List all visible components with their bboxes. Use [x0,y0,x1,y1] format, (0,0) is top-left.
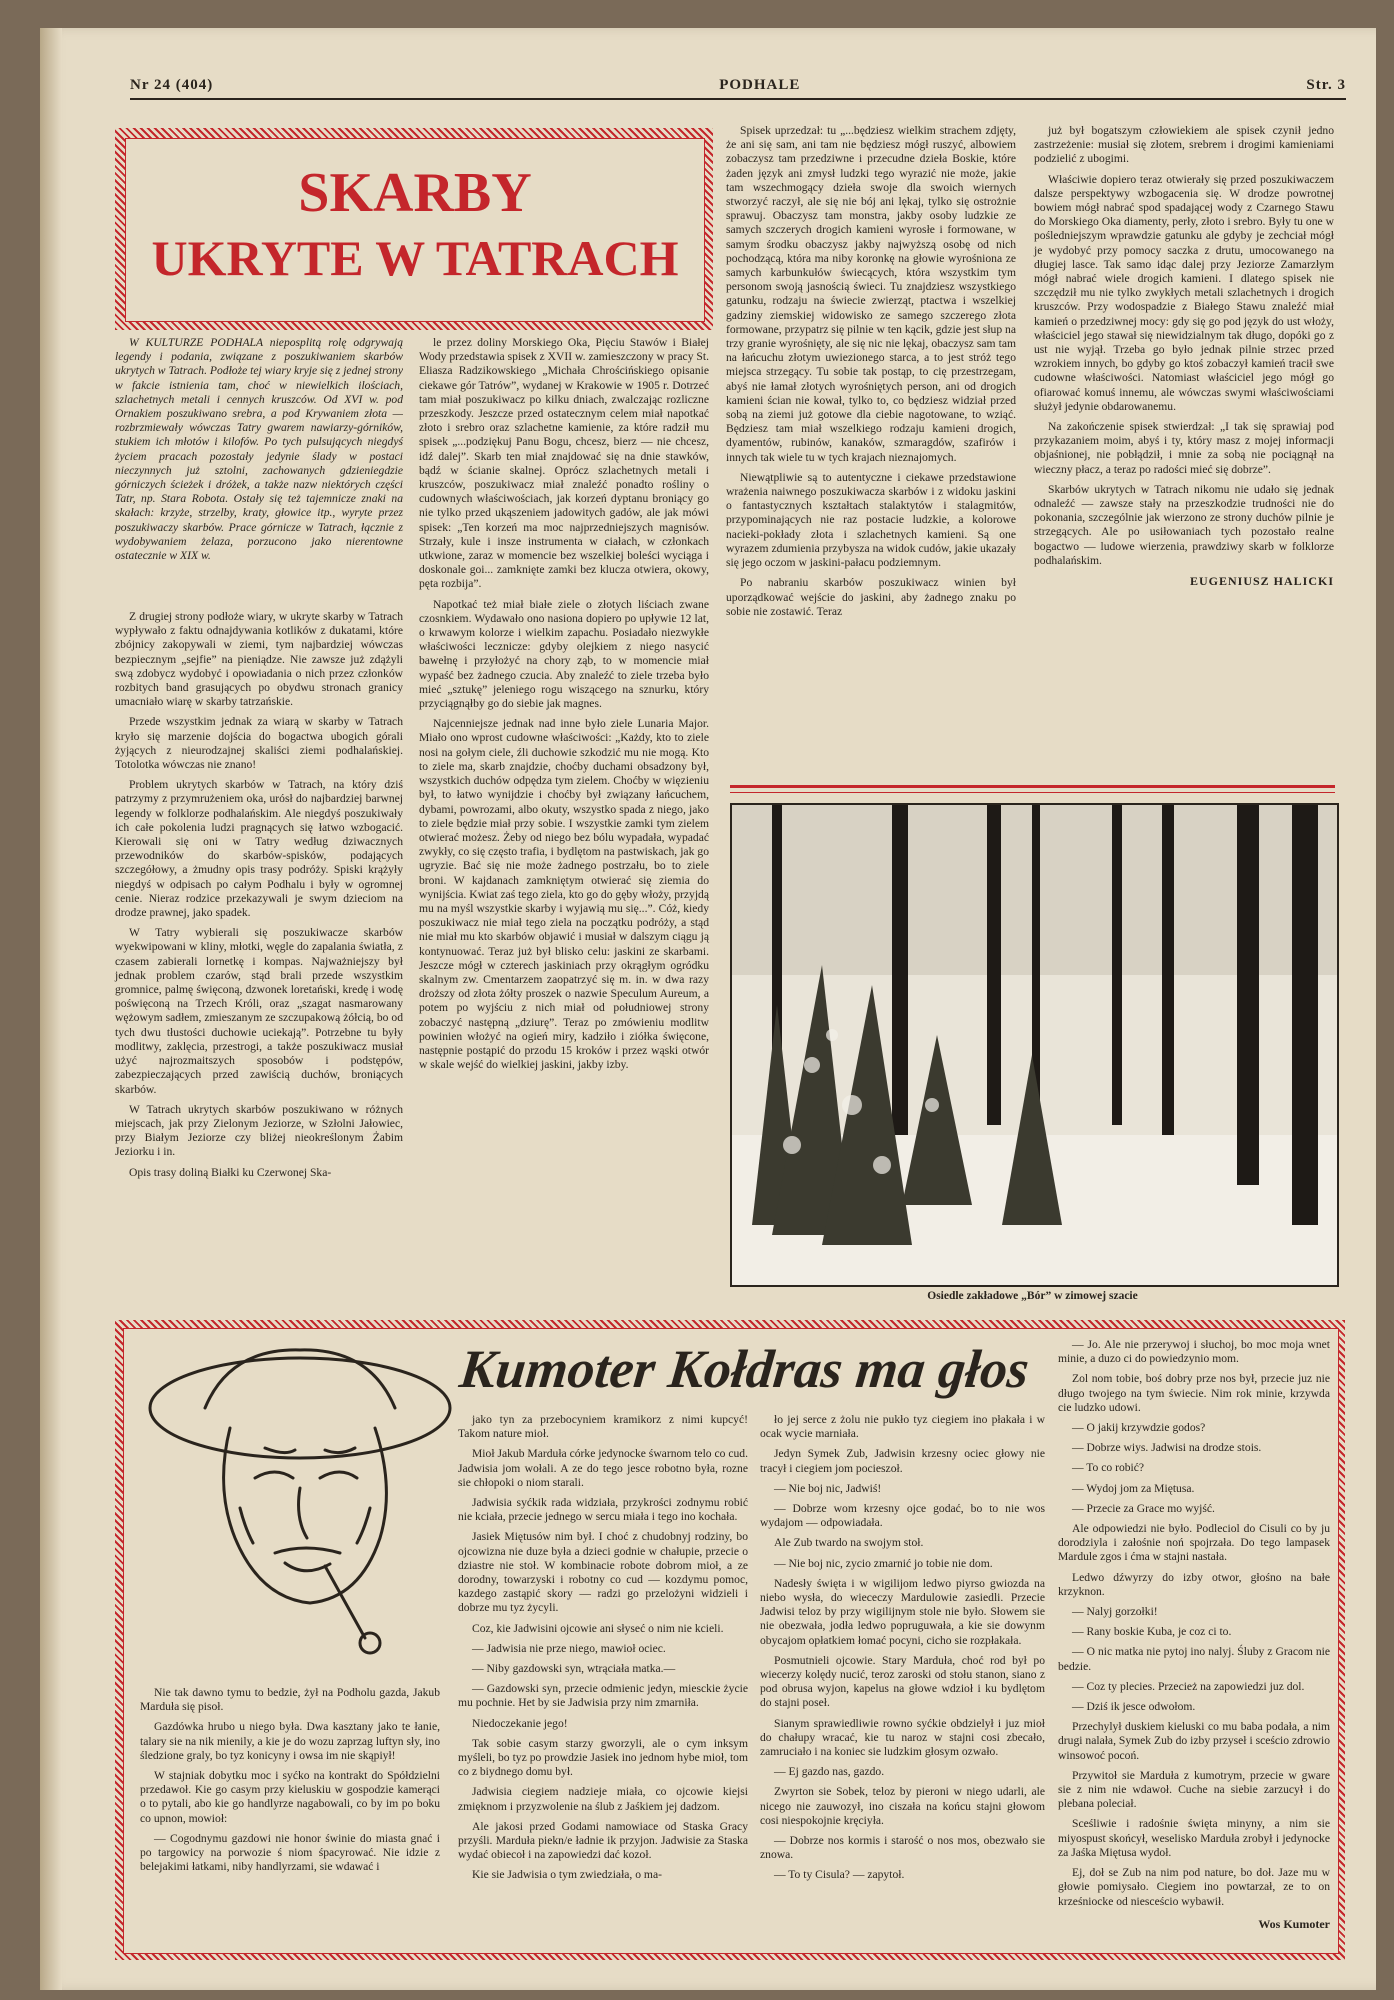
paragraph: już był bogatszym człowiekiem ale spisek czynił jedno zastrzeżenie: musiał się złotem, srebrem i drogimi kamieniami podzielić z ubogimi. [1034,124,1334,166]
paragraph: Posmutnieli ojcowie. Stary Marduła, choć rod był po wiecerzy kolędy nucić, teroz zaroski od stołu stanon, siano z pod obrusa wyjon, kapelus na głowe wdzioł i ku bydlętom do stajni poseł. [760,1653,1045,1710]
paragraph: — Jo. Ale nie przerywoj i słuchoj, bo moc moja wnet minie, a duzo ci do powiedzynio mom. [1058,1338,1330,1366]
paragraph: — Nie boj nic, Jadwiś! [774,1481,882,1495]
paragraph: — Cogodnymu gazdowi nie honor świnie do miasta gnać i po targowicy na porwozie ś niom śpacyrować. Nie idzie z belejakimi łatkami, niby handlyrzami, sie wdawać i [140,1831,440,1874]
article1-column-4 [1034,124,1334,588]
paragraph: Nie tak dawno tymu to bedzie, żył na Podholu gazda, Jakub Marduła się pisoł. [140,1686,440,1714]
paragraph: Niewątpliwie są to autentyczne i ciekawe przedstawione wrażenia naiwnego poszukiwacza skarbów i z widoku jaskini o fantastycznych kształtach stalaktytów i stalagmitów, przypominających nie raz postacie ludzkie, a kolorowe nacieki-pokłady złota i szlachetnych kamieni. Są one wyrazem zdumienia przybysza na widok cudów, jakie ukazały się jego oczom w jaskini-pałacu podziemnym. [726,470,1016,570]
paragraph: Spisek uprzedzał: tu „...będziesz wielkim strachem zdjęty, że ani się sam, ani tam nie będziesz mógł ruszyć, albowiem zobaczysz tam przedziwne i przecudne dzieła Boskie, które żaden język ani zmysł ludzki tego wyrazić nie może, jakie tam wszechmogący dzieła swoje dla swoich wiernych stworzyć raczył, ale się nie bój ani lękaj, tylko się ostrożnie sprawuj. Obaczysz tam monstra, jakby osoby ludzkie ze samych szczerych drogich kamieni wyrosłe i formowane, w samym środku obaczysz jakby najwyższą osobę od nich pochodzącą, która ma niby koronkę na głowie wyrośniona ze samych karbunkułów świecących, która wszystkim tym personom swoją jasnością świeci. Tu znajdziesz wszystkiego gatunku, rodzaju na świecie zwierząt, ptactwa i wszelkiej gadziny ziemskiej widowisko ze samego szczerego złota formowane, przypatrz się pilnie w ten kącik, gdzie jest słup na trzy granie wyrośnięty, ale się nic nie lękaj, obaczysz sam tam na łańcuchu złotym uwiezionego starca, a to jest stróż tego miejsca strzegący. Tu sobie tak postąp, to cię przestrzegam, abyś nie łamał złotych wyrośniętych person, ani od drogich kamieni ścian nie kował, tylko to, co będziesz widział przed sobą na ziemi już gotowe dla ciebie nagotowane, to wziąć. Będziesz tam miał wszelkiego rodzaju kamieni drogich, dyamentów, rubinów, kanaków, szmaragdów, szafirów i innych tak wiele tu w tych krajach nieznajomych. [726,124,1016,464]
photo-top-rule-2 [730,792,1335,793]
paragraph: Jadwisia ciegiem nadzieje miała, co ojcowie kiejsi zmięknom i przyzwolenie na ślub z Jaśkiem jej dadzom. [458,1785,748,1813]
paragraph: Ale odpowiedzi nie było. Podleciol do Cisuli co by ju dorodziyla i załośnie noń spojrzała. Do tego lampasek Mardule zgos i ćma w stajni nastała. [1058,1522,1330,1564]
paragraph: Tak sobie casym starzy gworzyli, ale o cym inksym myśleli, bo tyz po prowdzie Jasiek ino jednom hybe mioł, tom co z biydnego domu był. [458,1736,748,1779]
paragraph: — Dziś ik jesce odwołom. [1072,1700,1196,1714]
paragraph: Z drugiej strony podłoże wiary, w ukryte skarby w Tatrach wypływało z faktu odnajdywania kotlików z dukatami, które zbójnicy zakopywali w ziemi, tym najbardziej wówczas bezpiecznym „sejfie” na pieniądze. Nie zawsze już zdążyli swą zdobycz wydobyć i opowiadania o nich przez członków rozbitych band grasujących po obydwu stronach granicy umacniało wiarę w skarby tatrzańskie. [115,610,403,709]
paragraph: — Dobrze wom krzesny ojce godać, bo to nie wos wydajom — odpowiadała. [760,1502,1045,1530]
article1-lead [115,336,403,569]
paragraph: Przede wszystkim jednak za wiarą w skarby w Tatrach kryło się marzenie dojścia do bogactwa ubogich górali żyjących z nieurodzajnej skaliści ziemi podhalańskiej. Totolotka wówczas nie znano! [115,715,403,772]
paragraph: Zwyrton sie Sobek, teloz by pieroni w niego udarli, ale nicego nie zauwozył, ino ciszała na końcu stajni głowom cosi niespokojnie kręciyła. [760,1785,1045,1827]
paragraph: Po nabraniu skarbów poszukiwacz winien był uporządkować wejście do jaskini, aby żadnego znaku po sobie nie zostawić. Teraz [726,576,1016,618]
paragraph: — O nic matka nie pytoj ino nalyj. Śluby z Gracom nie bedzie. [1058,1645,1330,1673]
paragraph: — Przecie za Grace mo wyjść. [1072,1501,1215,1515]
paragraph: — Wydoj jom za Miętusa. [1072,1481,1195,1495]
paragraph: — To ty Cisula? — zapytoł. [774,1868,905,1882]
paragraph: Ale Zub twardo na swojym stoł. [774,1536,924,1550]
paragraph: Jedyn Symek Zub, Jadwisin krzesny ociec głowy nie tracył i ciegiem jom pocieszoł. [760,1447,1045,1475]
newspaper-name: PODHALE [719,76,801,93]
paragraph: Jadwisia syćkik rada widziała, przykrości zodnymu robić nie kciała, przecie jednego w sercu miała i tego ino kochała. [458,1496,748,1524]
photo-top-rule [730,785,1335,788]
paragraph: Zol nom tobie, boś dobry prze nos był, przecie juz nie długo twojego na tym świecie. Nim rok minie, krzywda cie ludzko udowi. [1058,1372,1330,1414]
paragraph: — Dobrze wiys. Jadwisi na drodze stois. [1072,1441,1262,1455]
paragraph: Nadesły święta i w wigilijom ledwo piyrso gwiozda na niebo wysła, do wiececzy Mardulowie zasiedli. Przecie Jadwisi teloz by przy wigilijnym stole nie było. Słowem sie nie obezwała, jodła ledwo popruguwała, a kie sie dowynm obycajom opłatkiem łomać pocyni, cicho sie rozpłakała. [760,1576,1045,1647]
paragraph: Sianym sprawiedliwie rowno syćkie obdzielył i juz mioł do chałupy wracać, kie tu naroz w stajni cosi zbecało, zamruciało i na koniec sie ludzkim głosym ozwało. [760,1716,1045,1759]
paragraph: — Ej gazdo nas, gazdo. [774,1765,885,1779]
winter-forest-photo [730,803,1339,1287]
paragraph: — Gazdowski syn, przecie odmienic jedyn, miesckie życie mu pochnie. Het by sie Jadwisia przy nim zmarniła. [458,1682,748,1710]
paragraph: Ale jakosi przed Godami namowiace od Staska Gracy przyśli. Marduła piekn/e ładnie ik przyjon. Jadwisie za Staska wydać obiecoł i na zapowiedzi dać kozoł. [458,1819,748,1862]
paragraph: le przez doliny Morskiego Oka, Pięciu Stawów i Białej Wody przedstawia spisek z XVII w. zamieszczony w pracy St. Eliasza Radzikowskiego „Michała Chrościńskiego opisanie ciekawe gór Tatrów”, wydanej w Krakowie w 1905 r. Dotrzeć tam miał poszukiwacz po kilku dniach, zwalczając rozliczne przeszkody. Jeszcze przed ostatecznym celem miał napotkać złoto i srebro oraz szlachetne kamienie, za które radził mu spisek „...podziękuj Panu Bogu, chcesz, bierz — nie chcesz, idź dalej”. Skarb ten miał znajdować się na dnie stawków, bądź w ścianie skalnej. Oprócz szlachetnych metali i kruszców, poszukiwacz miał znaleźć ponadto rośliny o cudownych właściwościach, jak korzeń dyptanu broniący go nie tylko przed ukąszeniem jadowitych gadów, ale jak mówi spisek: „Ten korzeń ma moc najprzedniejszych magnisów. Strzały, kule i insze instrumenta w ciałach, w członkach utkwione, zaraz w momencie bez wszelkiej boleści wyciąga i doskonale goi... zamknięte zamki bez klucza otwiera, okowy, pęta rozbija”. [419,336,709,591]
kumoter-title: Kumoter Kołdras ma głos [456,1339,1032,1399]
paragraph: — Niby gazdowski syn, wtrąciała matka.— [472,1662,676,1676]
paragraph: W Tatrach ukrytych skarbów poszukiwano w różnych miejscach, jak przy Zielonym Jeziorze, w Szłolni Jałowiec, przy Białym Jeziorze czy bliżej nieokreślonym Żabim Jeziorku i in. [115,1102,403,1159]
article1-column-1 [115,610,403,1186]
article1-author: EUGENIUSZ HALICKI [1189,574,1334,589]
paragraph: Opis trasy doliną Białki ku Czerwonej Ska- [129,1165,332,1179]
paragraph: W stajniak dobytku moc i syćko na kontrakt do Spółdzielni przedawoł. Kie go casym przy kieluskiu w gospodzie kamerąci o to pytali, abo kie go handlyrze nagabowali, co by im po boku co upnon, mowioł: [140,1769,440,1825]
paragraph: — Jadwisia nie prze niego, mawioł ociec. [472,1641,666,1655]
paragraph: Na zakończenie spisek stwierdzał: „I tak się sprawiaj pod przykazaniem moim, abyś i ty, który masz z mojej informacji objaśnionej, nie pobłądził, i mnie za sobą nie pociągnął na wieczny płacz, a teraz po radości mieć się dobrze”. [1034,420,1334,476]
paragraph: Ej, doł se Zub na nim pod nature, bo doł. Jaze mu w głowie pomiysało. Ciegiem ino powtarzał, ze to on krześniocke od niesceścio wybawił. [1058,1866,1330,1908]
page-header [130,72,1346,100]
paragraph: — To co robić? [1072,1461,1145,1475]
paragraph: ło jej serce z żolu nie pukło tyz ciegiem ino płakała i w ocak wycie marniała. [760,1413,1045,1441]
paragraph: — O jakij krzywdzie godos? [1072,1421,1206,1435]
paragraph: — Nalyj gorzołki! [1072,1605,1158,1619]
article1-title-line2: UKRYTE W TATRACH [151,230,679,286]
kumoter-column-4 [1058,1338,1330,1931]
kumoter-column-1 [140,1686,440,1880]
page-spine [40,28,62,1990]
page-number: Str. 3 [1306,76,1346,93]
paragraph: Skarbów ukrytych w Tatrach nikomu nie udało się jednak odnaleźć — zawsze stały na przeszkodzie trudności nie do pokonania, szczególnie jak wierzono ze strony duchów pilnie je strzegących. Ale po usiłowaniach tych pozostało realne bogactwo — ludowe wierzenia, prawdziwy skarb w folklorze podhalańskim. [1034,482,1334,567]
kumoter-signature: Wos Kumoter [1258,1916,1330,1931]
photo-caption: Osiedle zakładowe „Bór” w zimowej szacie [927,1290,1138,1302]
lead-paragraph: W KULTURZE PODHALA nieposplitą rolę odgrywają legendy i podania, związane z poszukiwaniem skarbów ukrytych w Tatrach. Podłoże tej wiary kryje się z jednej strony w fakcie istnienia tam, choć w niewielkich ilościach, szlachetnych metali i cennych kruszców. Od XVI w. pod Ornakiem poszukiwano srebra, a pod Krywaniem złota — rozbrzmiewały wówczas Tatry gwarem nawiarzy-górników, stukiem ich młotów i kilofów. Po tych pulsujących niegdyś życiem pracach pozostały jedynie ślady w postaci nieczynnych już sztolni, zachowanych gdzieniegdzie górniczych ścieżek i dróżek, a także nazw niektórych części Tatr, np. Stara Robota. Ostały się też tajemnicze znaki na skałach: krzyże, strzelby, kraty, głowice itp., wyryte przez poszukiwaczy skarbów. Prace górnicze w Tatrach, łącznie z wydobywaniem żelaza, porzucono jako nierentowne ostatecznie w XIX w. [115,336,403,563]
article1-column-3 [726,124,1016,625]
paragraph: Najcenniejsze jednak nad inne było ziele Lunaria Major. Miało ono wprost cudowne właściwości: „Każdy, kto to ziele nosi na gołym ciele, źli duchowie szkodzić mu nie mogą. Kto to ziele ma, skarb znajdzie, choćby duchami obsadzony był, wszystkich duchów odpędza tym zielem. Choćby w więzieniu był, to łatwo wynijdzie i choćby był związany łańcuchem, dybami, powrozami, albo okuty, wszystko spada z niego, jako to ziele będzie miał przy sobie. I wszystkie zamki tym zielem otwierać możesz. Żeby od niego bez bólu wypadała, wypadać zwykły, co się często trafia, i bydlętom na pastwiskach, jak go ugryzie. Bać się nie może żadnego postrzału, bo to ziele broni. W kajdanach zamkniętym otwierać się ziemia do wynijścia. Kwiat zaś tego ziela, kto go do gęby włoży, przyjdą mu na myśl wszystkie skarby i wyjawią mu się...”. Cóż, kiedy poszukiwacz nie miał tego ziela na początku podróży, a stąd nie miał mu kto skarbów objawić i musiał w dalszym ciągu ją kontynuować. Teraz już był blisko celu: jaskini ze skarbami. Jeszcze mógł w czterech jaskiniach przy okrągłym ogródku skalnym zw. Cmentarzem zaopatrzyć się m. in. w dwa razy droższy od złota żółty proszek o nazwie Speculum Aureum, a potem po wyjściu z nich miał od południowej strony zobaczyć następną „dziurę”. Teraz po zmówieniu modlitw powinien włożyć na ogień miry, kadziło i ziółka święcone, następnie postąpić do przodu 15 kroków i przez wąski otwór w skale wejść do wielkiej jaskini, jakby izby. [419,717,709,1072]
article1-title-box [125,138,705,322]
paragraph: Mioł Jakub Marduła córke jedynocke śwarnom telo co cud. Jadwisia jom wołali. A ze do tego jesce robotno była, rozne sie chłopoki o niom starali. [458,1447,748,1489]
paragraph: Sceśliwie i radośnie święta minyny, a nim sie miyospust skońcył, weselisko Marduła zrobył i jedynocke za Jaśka Miętusa wydoł. [1058,1817,1330,1859]
article1-title-line1: SKARBY [298,162,532,224]
paragraph: Właściwie dopiero teraz otwierały się przed poszukiwaczem dalsze perspektywy wzbogacenia się. W drodze powrotnej bowiem mógł nabrać spod spadającej wody z Czarnego Stawu do Morskiego Oka diamenty, perły, złoto i srebro. Były tu one w pośledniejszym wprawdzie gatunku ale gdyby je zechciał mógł je wydobyć przy pomocy saczka z drutu, umocowanego na długiej lasce. Tak samo idąc dalej przy Jeziorze Zamarzłym mógł nabrać wiele drogich kamieni. I dlatego spisek nie szczędził mu nie tylko zwykłych metali szlachetnych i drogich kruszców. Przy wodospadzie z Białego Stawu znaleźć miał kamień o przedziwnej mocy: gdy się go pod język do ust włoży, właściciel jego stawał się niewidzialnym tak długo, dopóki go z ust nie wyjął. Trzeba go było jednak pilnie strzec przed wzrokiem innych, bo gdyby go ktoś zobaczył kamień tracił swe cudowne właściwości. Natomiast właściciel jego mógł go ofiarować komuś innemu, ale wówczas swymi właściwościami służył jedynie obdarowanemu. [1034,172,1334,413]
paragraph: — Nie boj nic, zycio zmarnić jo tobie nie dom. [774,1556,993,1570]
portrait-illustration [135,1338,465,1668]
paragraph: Ledwo dźwyrzy do izby otwor, głośno na bałe krzyknon. [1058,1570,1330,1598]
paragraph: Kie sie Jadwisia o tym zwiedziała, o ma- [472,1868,662,1882]
article1-column-2 [419,336,709,1078]
paragraph: — Dobrze nos kormis i starość o nos mos, obezwało sie znowa. [760,1834,1045,1862]
paragraph: Przywitoł sie Marduła z kumotrym, przecie w gware sie z nim nie wdawoł. Cuche na siebie zarzucył i do plebana poleciał. [1058,1768,1330,1811]
kumoter-column-3 [760,1413,1045,1889]
paragraph: Problem ukrytych skarbów w Tatrach, na który dziś patrzymy z przymrużeniem oka, urósł do najbardziej barwnej legendy w folklorze podhalańskim. Ale niegdyś poszukiwały ich całe pokolenia ludzi pragnących się łatwo wzbogacić. Kierowali się oni w Tatry według dziwacznych przewodników do skarbów-spisków, podających szczegółowy, a żmudny opis trasy podróży. Spiski krążyły niegdyś w odpisach po całym Podhalu i były w ogromnej cenie. Nieraz rodzice przekazywali je swym dzieciom na drodze prawnej, jako spadek. [115,778,403,920]
paragraph: Gazdówka hrubo u niego była. Dwa kasztany jako te łanie, talary sie na nik mienily, a kie je do wozu zaprzag luftyn sły, ino śledzione graly, bo tyz konicyny i owsa im nie skąpiył! [140,1720,440,1762]
paragraph: jako tyn za przebocyniem kramikorz z nimi kupcyć! Takom nature mioł. [458,1413,748,1441]
paragraph: — Rany boskie Kuba, je coz ci to. [1072,1625,1232,1639]
paragraph: — Coz ty plecies. Przecież na zapowiedzi juz dol. [1072,1679,1305,1693]
photo-illustration [732,805,1337,1285]
paragraph: Napotkać też miał białe ziele o złotych liściach zwane czosnkiem. Wydawało ono nasiona dopiero po upływie 12 lat, o krwawym kolorze i wielkim zapachu. Posiadało niezwykłe właściwości lecznicze: gdyby olejkiem z niego nasycić bawełnę i przyłożyć na chory ząb, to w momencie miał wypaść bez żadnego czucia. Aby znaleźć to ziele trzeba było mieć „sztukę” jeleniego rogu wiszącego na sznurku, który przyciągnąłby go do siebie jak magnes. [419,597,709,711]
newspaper-page [40,28,1376,1990]
paragraph: Przechylył duskiem kieluski co mu baba podała, a nim drugi nalała, Symek Zub do izby przyseł i sceścio zdrowio winsowoć pocoń. [1058,1720,1330,1762]
paragraph: Niedoczekanie jego! [472,1716,568,1730]
kumoter-column-2 [458,1413,748,1889]
paragraph: Jasiek Miętusów nim był. I choć z chudobnyj rodziny, bo ojcowizna nie duze była a dzieci godnie w chałupie, przecie o dziastre nie stoł. W kombinacie robote dobrom mioł, a ze dorodny, towarzyski i robotny co cud — kozdymu pomoc, kazdego zastąpić skory — radzi go przelożyni widzieli i dobrze mu tyz życyli. [458,1530,748,1615]
paragraph: W Tatry wybierali się poszukiwacze skarbów wyekwipowani w kliny, młotki, węgle do zapalania światła, z czasem zabierali lornetkę i kompas. Najważniejszy był jednak problem czarów, stąd brali przede wszystkim gromnice, palmę święconą, dzwonek loretański, kredę i wodę poświęconą na Trzech Króli, oraz „szagat nasmarowany wężowym sadłem, zmieszanym ze szczupakową żółcią, bo od tych dwu tłustości duchowie uciekają”. Potrzebne tu były modlitwy, zaklęcia, przestrogi, a także poszukiwacz musiał użyć najrozmaitszych sposobów i podstępów, zabezpieczających przed zawiścią duchów, broniących skarbów. [115,926,403,1096]
paragraph: Coz, kie Jadwisini ojcowie ani słyseć o nim nie kcieli. [472,1621,724,1635]
issue-number: Nr 24 (404) [130,76,214,93]
